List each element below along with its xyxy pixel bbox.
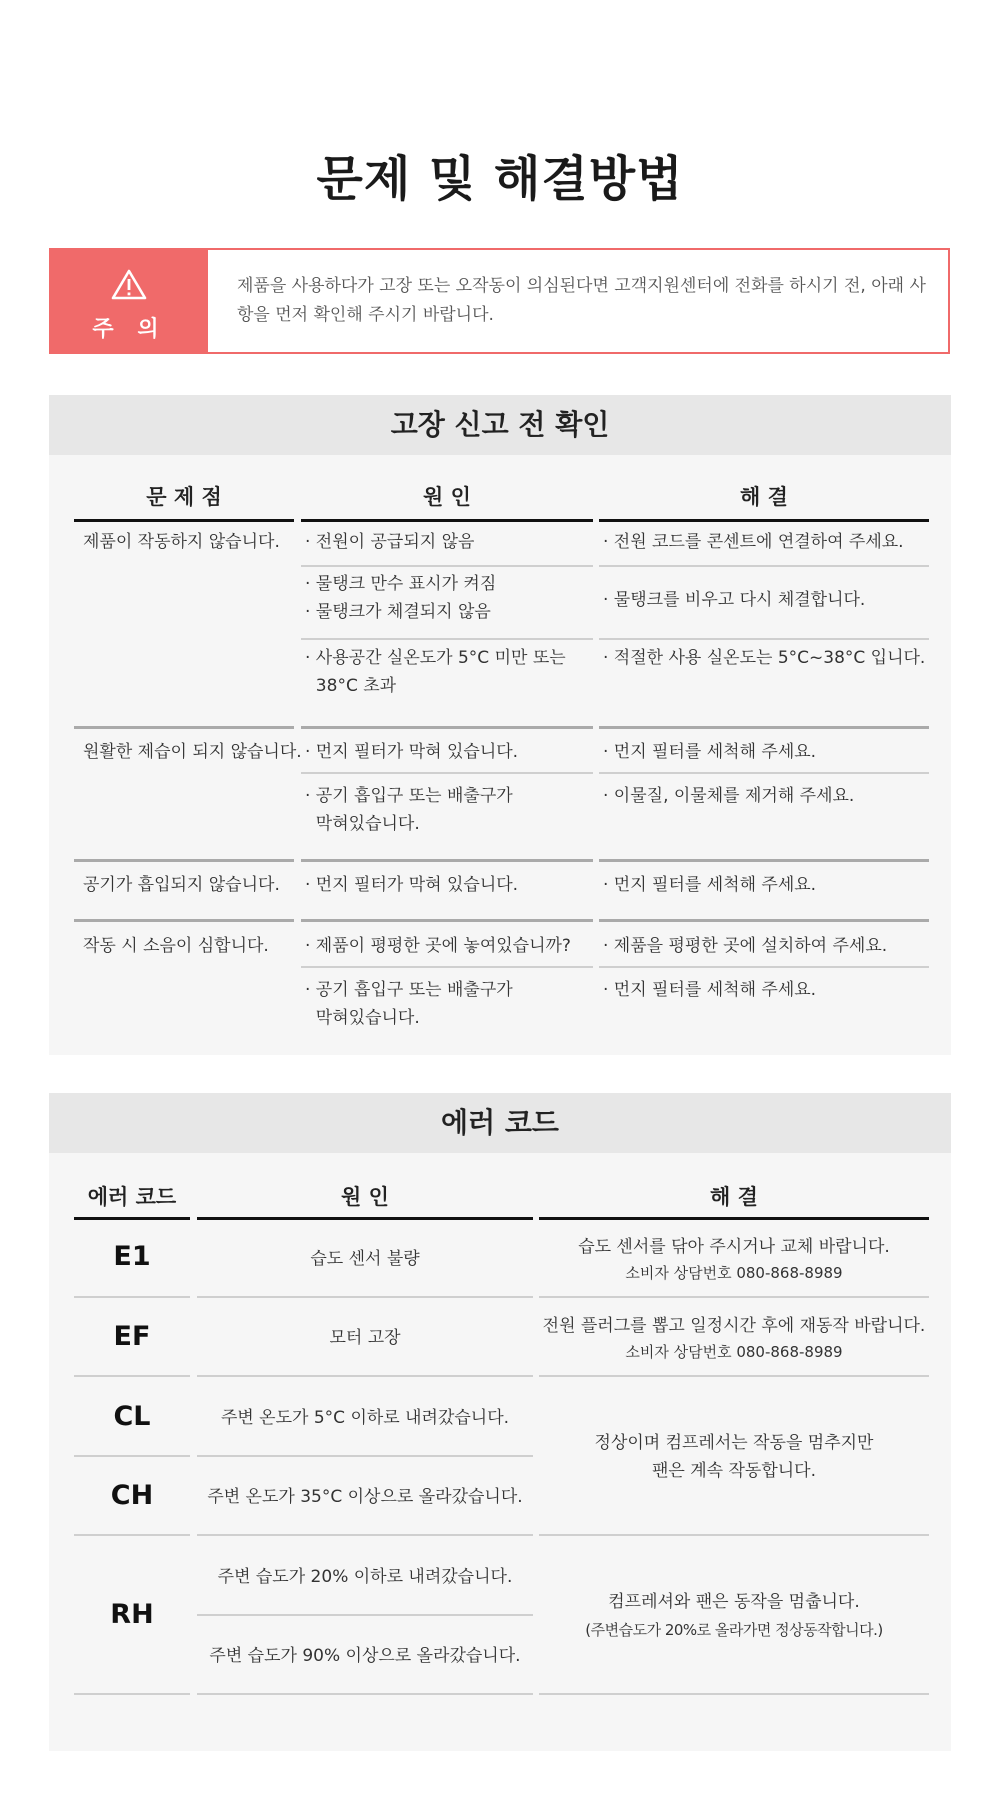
- row-divider: [301, 565, 593, 567]
- caution-label: 주 의: [92, 317, 167, 342]
- header-rule: [599, 519, 929, 522]
- cause-cell: · 공기 흡입구 또는 배출구가 막혀있습니다.: [305, 786, 513, 834]
- troubleshoot-panel: [49, 395, 951, 1055]
- row-divider: [197, 1455, 533, 1457]
- row-divider: [599, 565, 929, 567]
- support-phone: 소비자 상담번호 080-868-8989: [625, 1343, 843, 1361]
- row-divider: [599, 966, 929, 968]
- caution-text: 제품을 사용하다가 고장 또는 오작동이 의심된다면 고객지원센터에 전화를 하시기 전, 아래 사항을 먼저 확인해 주시기 바랍니다.: [237, 276, 926, 325]
- col-header-cause: 원 인: [423, 485, 471, 509]
- cause-cell: · 제품이 평평한 곳에 놓여있습니까?: [305, 936, 571, 956]
- cause-cell: · 물탱크 만수 표시가 켜짐 · 물탱크가 체결되지 않음: [305, 574, 497, 622]
- page-title: 문제 및 해결방법: [316, 151, 684, 207]
- problem-cell: 공기가 흡입되지 않습니다.: [83, 875, 280, 895]
- row-divider: [197, 1614, 533, 1616]
- error-solution: 습도 센서를 닦아 주시거나 교체 바랍니다.: [578, 1237, 890, 1257]
- error-cause: 주변 습도가 90% 이상으로 올라갔습니다.: [209, 1646, 521, 1666]
- header-rule: [74, 519, 294, 522]
- cause-cell: · 먼지 필터가 막혀 있습니다.: [305, 742, 519, 762]
- solution-cell: · 먼지 필터를 세척해 주세요.: [603, 875, 817, 895]
- group-divider: [301, 726, 593, 729]
- error-solution: 전원 플러그를 뽑고 일정시간 후에 재동작 바랍니다.: [542, 1316, 926, 1336]
- row-divider: [599, 638, 929, 640]
- caution-label-area: [51, 250, 208, 352]
- col-header-problem: 문 제 점: [146, 485, 222, 509]
- warning-icon: [111, 268, 147, 300]
- caution-box: [49, 248, 950, 354]
- problem-cell: 작동 시 소음이 심합니다.: [83, 936, 269, 956]
- row-divider: [539, 1534, 929, 1536]
- error-code: CH: [110, 1480, 154, 1511]
- support-phone: 소비자 상담번호 080-868-8989: [625, 1264, 843, 1282]
- error-code: E1: [113, 1241, 151, 1272]
- row-divider: [539, 1693, 929, 1695]
- group-divider: [301, 859, 593, 862]
- group-divider: [599, 726, 929, 729]
- solution-cell: · 먼지 필터를 세척해 주세요.: [603, 742, 817, 762]
- row-divider: [74, 1693, 190, 1695]
- error-cause: 주변 온도가 5°C 이하로 내려갔습니다.: [220, 1408, 510, 1428]
- row-divider: [197, 1296, 533, 1298]
- error-solution-note: (주변습도가 20%로 올라가면 정상동작합니다.): [585, 1621, 883, 1639]
- col-header-code: 에러 코드: [87, 1185, 177, 1209]
- error-code: RH: [110, 1599, 154, 1630]
- error-cause: 모터 고장: [329, 1328, 401, 1348]
- group-divider: [74, 859, 294, 862]
- row-divider: [74, 1296, 190, 1298]
- row-divider: [74, 1455, 190, 1457]
- solution-cell: · 전원 코드를 콘센트에 연결하여 주세요.: [603, 532, 904, 552]
- col-header-solution: 해 결: [740, 485, 788, 509]
- row-divider: [599, 772, 929, 774]
- header-rule: [197, 1217, 533, 1220]
- row-divider: [197, 1693, 533, 1695]
- cause-cell: · 먼지 필터가 막혀 있습니다.: [305, 875, 519, 895]
- solution-cell: · 물탱크를 비우고 다시 체결합니다.: [603, 590, 866, 610]
- error-code: CL: [113, 1401, 151, 1432]
- solution-cell: · 먼지 필터를 세척해 주세요.: [603, 980, 817, 1000]
- error-cause: 주변 습도가 20% 이하로 내려갔습니다.: [217, 1567, 513, 1587]
- group-divider: [599, 859, 929, 862]
- row-divider: [197, 1534, 533, 1536]
- cause-cell: · 공기 흡입구 또는 배출구가 막혀있습니다.: [305, 980, 513, 1028]
- solution-cell: · 이물질, 이물체를 제거해 주세요.: [603, 786, 855, 806]
- error-solution: 정상이며 컴프레서는 작동을 멈추지만 팬은 계속 작동합니다.: [594, 1433, 874, 1481]
- group-divider: [599, 919, 929, 922]
- error-code-panel: [49, 1093, 951, 1751]
- row-divider: [197, 1375, 533, 1377]
- group-divider: [74, 726, 294, 729]
- row-divider: [74, 1534, 190, 1536]
- row-divider: [539, 1375, 929, 1377]
- error-code-heading: 에러 코드: [49, 1093, 951, 1153]
- error-cause: 주변 온도가 35°C 이상으로 올라갔습니다.: [207, 1487, 523, 1507]
- problem-cell: 원활한 제습이 되지 않습니다.: [83, 742, 302, 762]
- col-header-solution: 해 결: [710, 1185, 758, 1209]
- error-code: EF: [113, 1321, 151, 1352]
- group-divider: [301, 919, 593, 922]
- row-divider: [301, 966, 593, 968]
- header-rule: [539, 1217, 929, 1220]
- error-solution: 컴프레셔와 팬은 동작을 멈춥니다.: [608, 1592, 860, 1612]
- group-divider: [74, 919, 294, 922]
- row-divider: [301, 772, 593, 774]
- header-rule: [301, 519, 593, 522]
- header-rule: [74, 1217, 190, 1220]
- col-header-cause: 원 인: [341, 1185, 389, 1209]
- cause-cell: · 사용공간 실온도가 5°C 미만 또는 38°C 초과: [305, 648, 566, 696]
- problem-cell: 제품이 작동하지 않습니다.: [83, 532, 280, 552]
- row-divider: [74, 1375, 190, 1377]
- cause-cell: · 전원이 공급되지 않음: [305, 532, 475, 552]
- error-cause: 습도 센서 불량: [310, 1249, 420, 1269]
- row-divider: [301, 638, 593, 640]
- troubleshoot-heading: 고장 신고 전 확인: [49, 395, 951, 455]
- solution-cell: · 적절한 사용 실온도는 5°C~38°C 입니다.: [603, 648, 926, 668]
- solution-cell: · 제품을 평평한 곳에 설치하여 주세요.: [603, 936, 888, 956]
- row-divider: [539, 1296, 929, 1298]
